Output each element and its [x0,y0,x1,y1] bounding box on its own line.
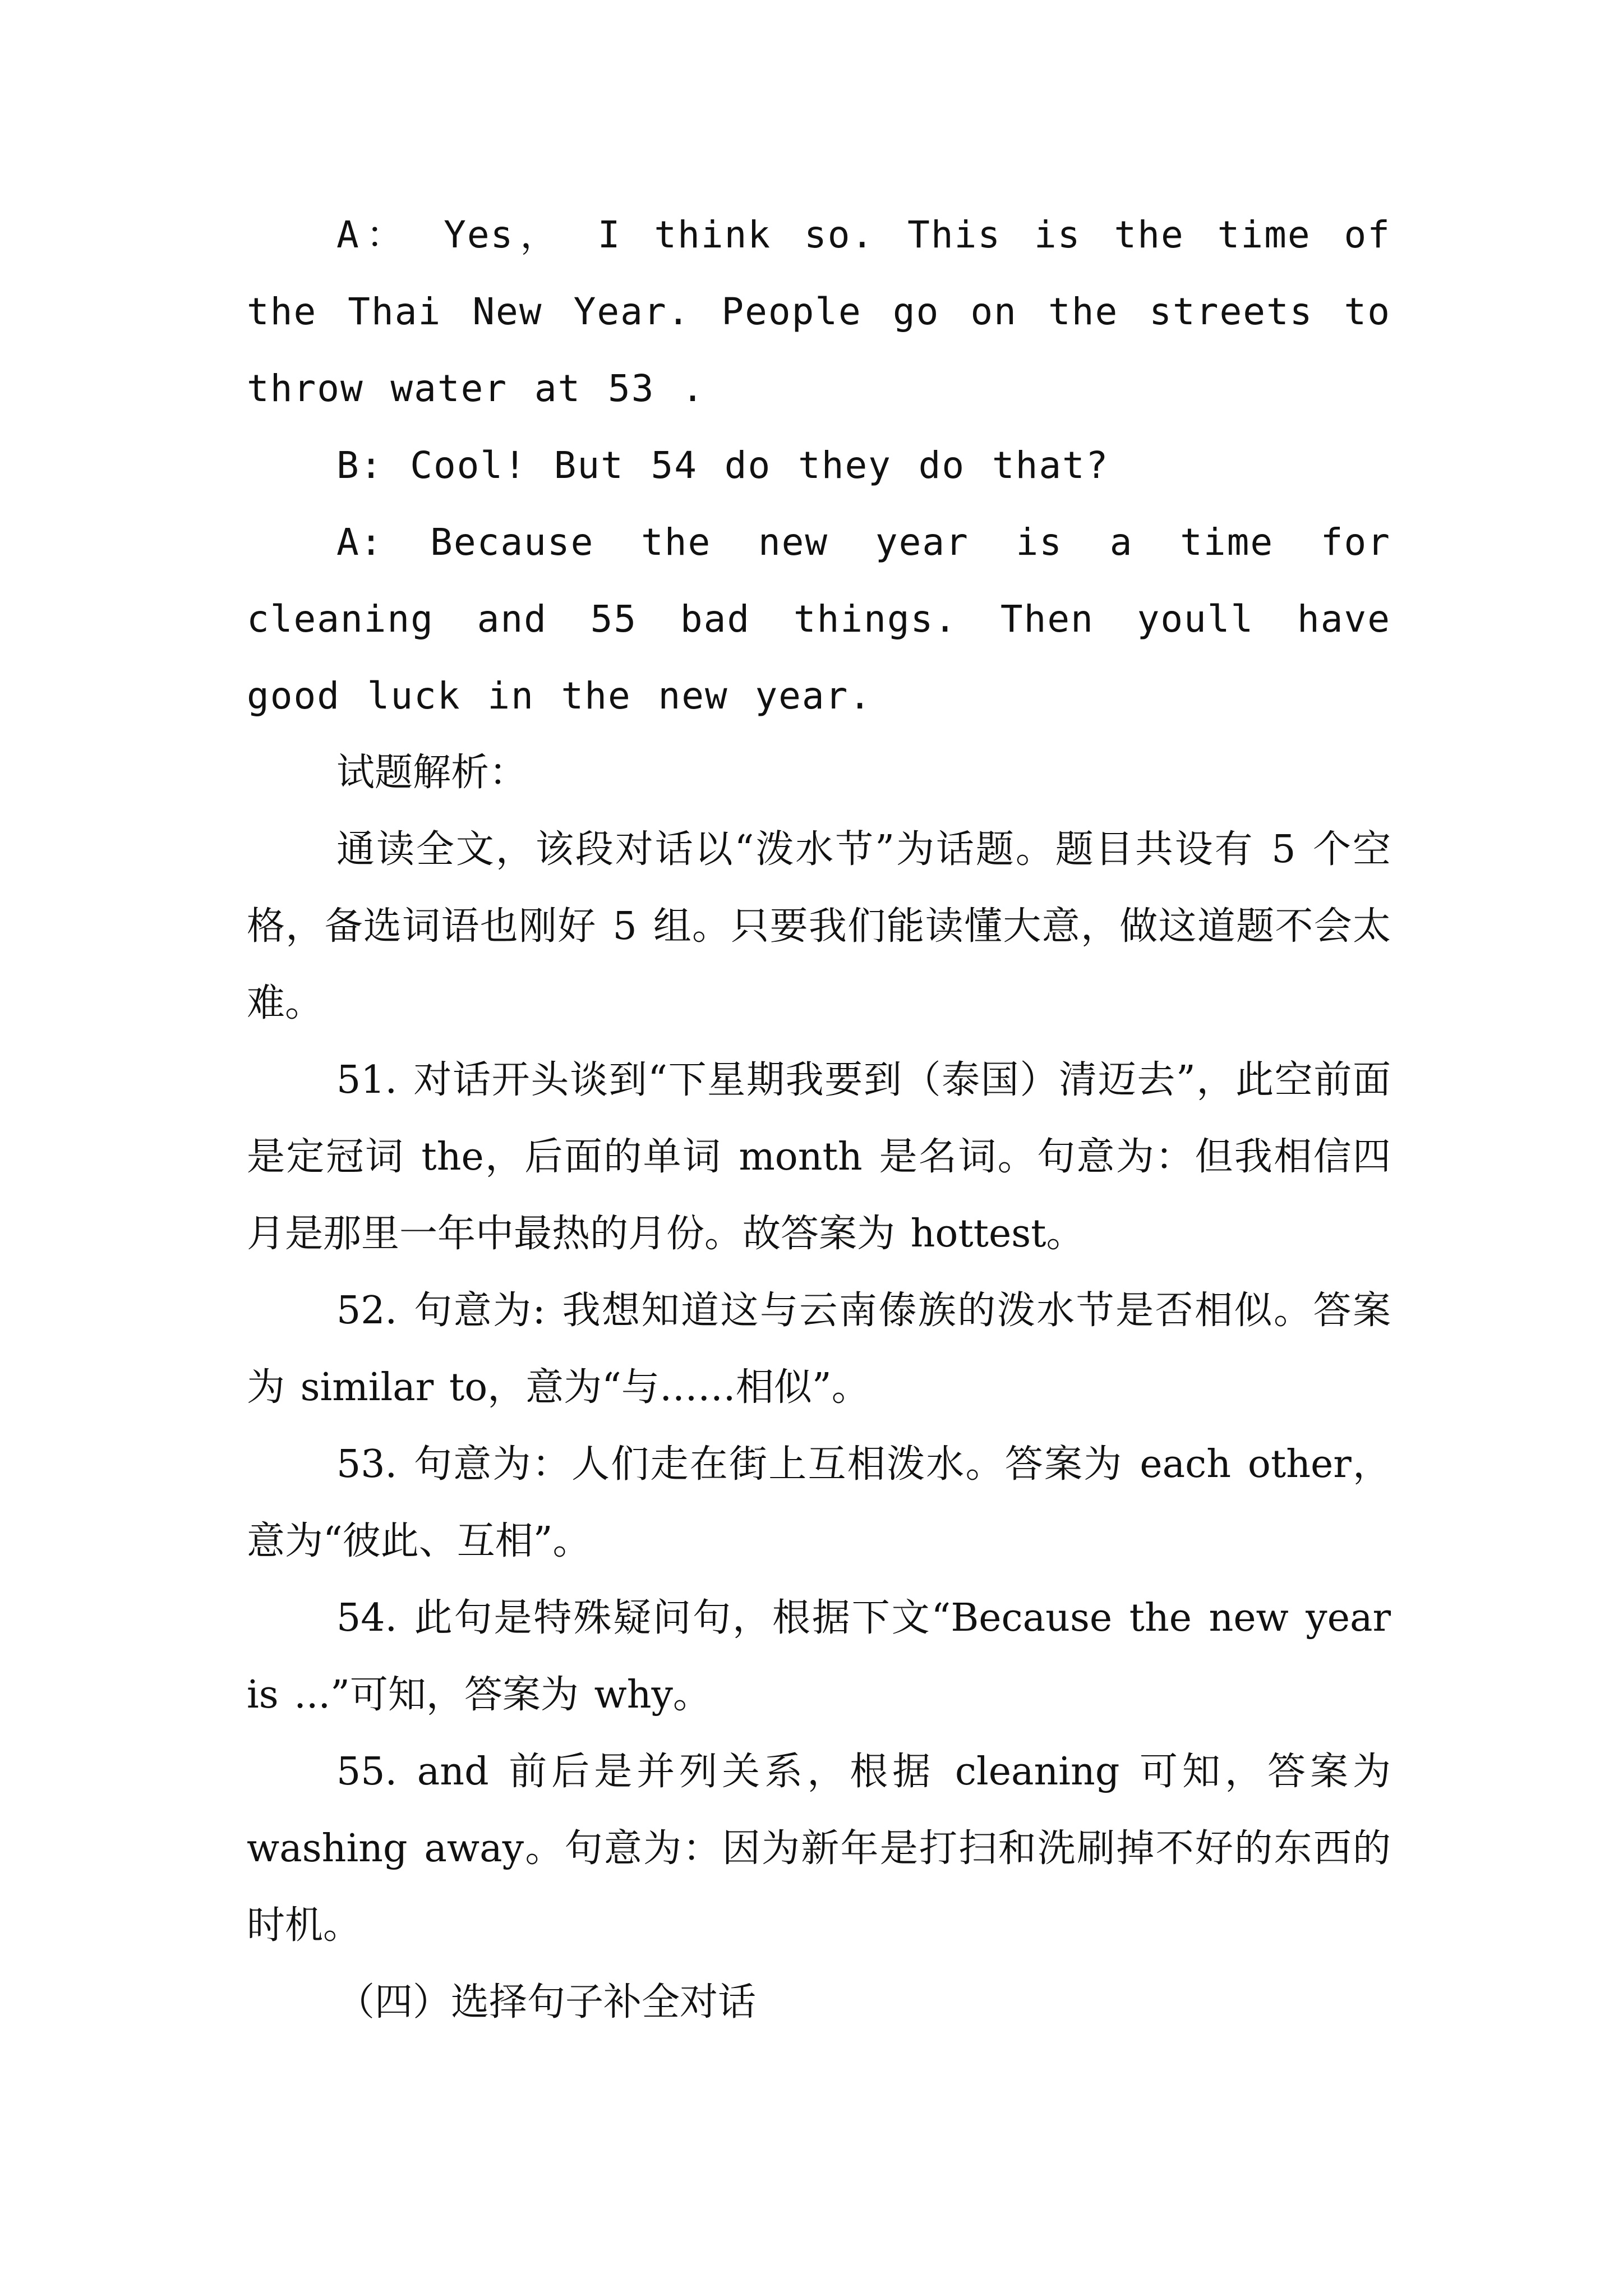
analysis-intro: 通读全文，该段对话以“泼水节”为话题。题目共设有 5 个空格，备选词语也刚好 5 组。只要我们能读懂大意，做这道题不会太难。 [247,827,1391,1025]
analysis-item-53: 53. 句意为：人们走在街上互相泼水。答案为 each other，意为“彼此、互相”。 [247,1442,1391,1563]
dialogue-line-b1: B: Cool! But 54 do they do that? [336,444,1109,487]
document-page [247,196,1391,2041]
analysis-item-55: 55. and 前后是并列关系，根据 cleaning 可知，答案为 washing away。句意为：因为新年是打扫和洗刷掉不好的东西的时机。 [247,1750,1391,1948]
analysis-item-52: 52. 句意为: 我想知道这与云南傣族的泼水节是否相似。答案为 similar to，意为“与……相似”。 [247,1289,1391,1410]
dialogue-line-a1: A： Yes， I think so. This is the time of the Thai New Year. People go on the streets to throw water at 53 . [247,213,1391,410]
dialogue-line-a2: A: Because the new year is a time for cleaning and 55 bad things. Then youll have good luck in the new year. [247,521,1391,717]
analysis-item-54: 54. 此句是特殊疑问句，根据下文“Because the new year is ...”可知，答案为 why。 [247,1596,1391,1717]
next-section-title: （四）选择句子补全对话 [336,1980,757,2024]
analysis-item-51: 51. 对话开头谈到“下星期我要到（泰国）清迈去”，此空前面是定冠词 the，后面的单词 month 是名词。句意为：但我相信四月是那里一年中最热的月份。故答案为 hottest。 [247,1058,1391,1256]
analysis-heading: 试题解析： [336,751,528,795]
